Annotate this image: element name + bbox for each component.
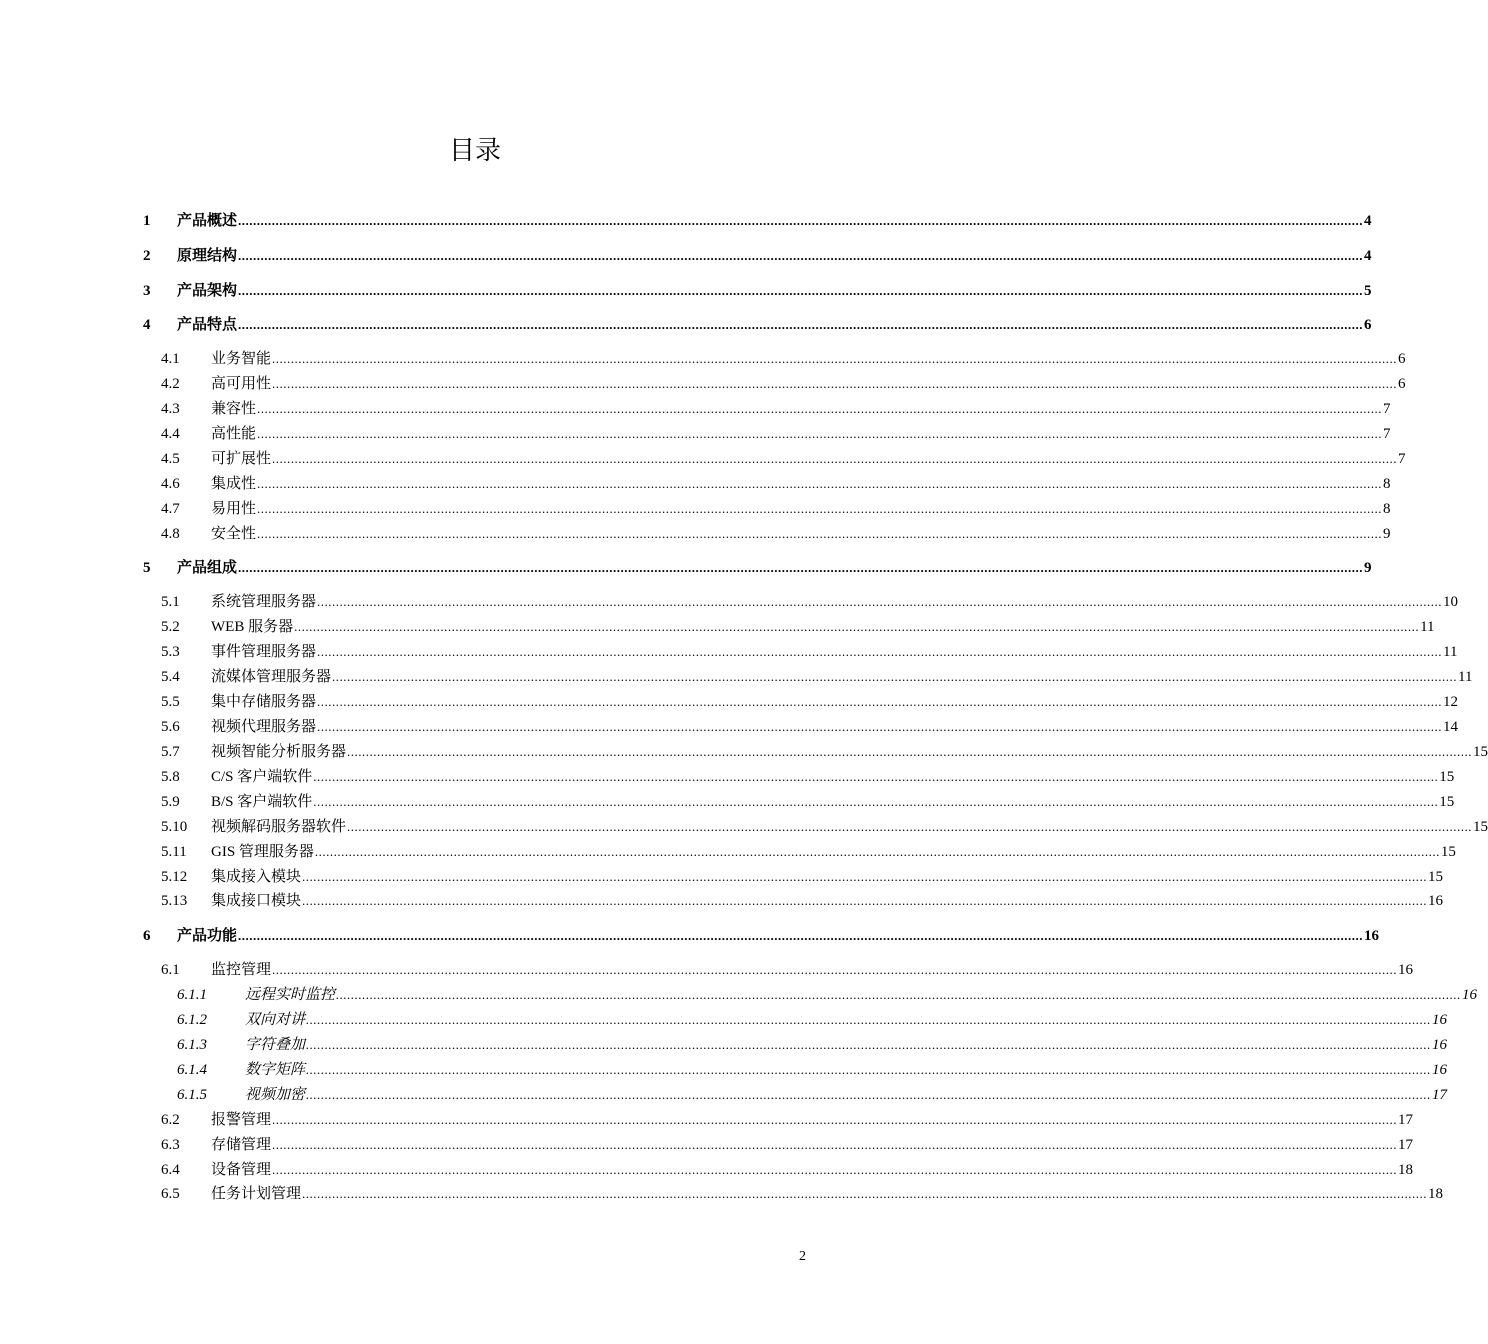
dot-leader: ............................................................................................................................................................................................................................................................................................................	[347, 744, 1473, 759]
toc-entry[interactable]	[0, 210, 1372, 232]
toc-entry[interactable]	[0, 1009, 1448, 1031]
toc-entry-title[interactable]: 集成性	[211, 476, 257, 492]
toc-entry-page: 6	[1398, 351, 1406, 367]
toc-entry[interactable]	[0, 766, 1455, 788]
dot-leader: ............................................................................................................................................................................................................................................................................................................	[272, 451, 1398, 466]
toc-entry-title[interactable]: 可扩展性	[211, 451, 272, 467]
toc-entry-number: 6.1.3	[177, 1037, 207, 1053]
toc-entry-page: 11	[1420, 619, 1435, 635]
toc-entry-page: 4	[1364, 213, 1372, 229]
toc-entry-number: 6.1	[161, 962, 180, 978]
toc-entry-title[interactable]: 集成接入模块	[211, 869, 302, 885]
dot-leader: ............................................................................................................................................................................................................................................................................................................	[272, 351, 1398, 366]
dot-leader: ............................................................................................................................................................................................................................................................................................................	[306, 1087, 1432, 1102]
toc-entry-number: 5.3	[161, 644, 180, 660]
toc-entry-page: 7	[1383, 401, 1391, 417]
toc-entry[interactable]	[0, 666, 1473, 688]
dot-leader: ............................................................................................................................................................................................................................................................................................................	[302, 1186, 1428, 1201]
toc-entry[interactable]	[0, 925, 1380, 947]
dot-leader: ............................................................................................................................................................................................................................................................................................................	[306, 1012, 1432, 1027]
toc-entry-title[interactable]: 集成接口模块	[211, 893, 302, 909]
toc-entry-title[interactable]: 事件管理服务器	[211, 644, 317, 660]
toc-entry-number: 4.5	[161, 451, 180, 467]
toc-entry-title[interactable]: 任务计划管理	[211, 1186, 302, 1202]
toc-entry[interactable]	[0, 890, 1444, 912]
toc-entry-page: 16	[1432, 1012, 1448, 1028]
dot-leader: ............................................................................................................................................................................................................................................................................................................	[257, 401, 1383, 416]
toc-entry-page: 16	[1428, 893, 1444, 909]
toc-entry-page: 9	[1364, 560, 1372, 576]
dot-leader: ............................................................................................................................................................................................................................................................................................................	[317, 594, 1443, 609]
toc-entry-page: 11	[1443, 644, 1458, 660]
toc-entry[interactable]	[0, 816, 1488, 838]
dot-leader: ............................................................................................................................................................................................................................................................................................................	[257, 426, 1383, 441]
toc-entry-title[interactable]: 业务智能	[211, 351, 272, 367]
toc-entry[interactable]	[0, 791, 1455, 813]
dot-leader: ............................................................................................................................................................................................................................................................................................................	[272, 962, 1398, 977]
toc-entry-title[interactable]: 视频代理服务器	[211, 719, 317, 735]
toc-entry[interactable]	[0, 591, 1459, 613]
toc-entry-page: 15	[1473, 819, 1488, 835]
toc-entry-page: 15	[1439, 794, 1455, 810]
toc-entry[interactable]	[0, 245, 1372, 267]
toc-entry[interactable]	[0, 616, 1435, 638]
toc-entry-title[interactable]: 远程实时监控	[245, 987, 336, 1003]
dot-leader: ............................................................................................................................................................................................................................................................................................................	[272, 1112, 1398, 1127]
toc-entry[interactable]	[0, 1134, 1414, 1156]
dot-leader: ............................................................................................................................................................................................................................................................................................................	[306, 1062, 1432, 1077]
toc-entry-title[interactable]: 产品架构	[177, 283, 238, 299]
toc-entry-page: 15	[1440, 844, 1456, 860]
toc-entry-number: 6.1.4	[177, 1062, 207, 1078]
toc-entry-page: 15	[1428, 869, 1444, 885]
toc-entry-title[interactable]: 系统管理服务器	[211, 594, 317, 610]
toc-entry[interactable]	[0, 841, 1456, 863]
toc-entry-number: 6.1.2	[177, 1012, 207, 1028]
toc-entry-number: 6.2	[161, 1112, 180, 1128]
toc-entry-page: 16	[1432, 1062, 1448, 1078]
toc-entry-title[interactable]: 数字矩阵	[245, 1062, 306, 1078]
dot-leader: ............................................................................................................................................................................................................................................................................................................	[314, 844, 1440, 859]
toc-entry-page: 17	[1432, 1087, 1448, 1103]
dot-leader: ............................................................................................................................................................................................................................................................................................................	[313, 794, 1439, 809]
toc-entry-number: 5.5	[161, 694, 180, 710]
toc-entry[interactable]	[0, 866, 1444, 888]
toc-entry-number: 5	[143, 560, 151, 576]
toc-entry-number: 6.5	[161, 1186, 180, 1202]
toc-entry-title[interactable]: 产品概述	[177, 213, 238, 229]
dot-leader: ............................................................................................................................................................................................................................................................................................................	[302, 869, 1428, 884]
dot-leader: ............................................................................................................................................................................................................................................................................................................	[317, 719, 1443, 734]
toc-entry-number: 2	[143, 248, 151, 264]
toc-entry[interactable]	[0, 498, 1391, 520]
toc-entry-page: 17	[1398, 1137, 1414, 1153]
toc-entry[interactable]	[0, 523, 1391, 545]
toc-entry[interactable]	[0, 959, 1414, 981]
toc-entry-title[interactable]: GIS 管理服务器	[211, 844, 314, 860]
toc-entry-title[interactable]: 产品组成	[177, 560, 238, 576]
toc-entry-page: 14	[1443, 719, 1459, 735]
toc-entry-page: 6	[1398, 376, 1406, 392]
dot-leader: ............................................................................................................................................................................................................................................................................................................	[317, 644, 1443, 659]
toc-entry-number: 1	[143, 213, 151, 229]
toc-entry-number: 5.7	[161, 744, 180, 760]
toc-entry-title[interactable]: 视频加密	[245, 1087, 306, 1103]
toc-entry-title[interactable]: 产品功能	[177, 928, 238, 944]
toc-entry-page: 11	[1458, 669, 1473, 685]
dot-leader: ............................................................................................................................................................................................................................................................................................................	[238, 283, 1364, 298]
toc-entry[interactable]	[0, 1059, 1448, 1081]
toc-entry-title[interactable]: 双向对讲	[245, 1012, 306, 1028]
toc-entry-title[interactable]: 高性能	[211, 426, 257, 442]
toc-entry-title[interactable]: 流媒体管理服务器	[211, 669, 332, 685]
toc-entry-title[interactable]: 产品特点	[177, 317, 238, 333]
toc-entry-number: 6.4	[161, 1162, 180, 1178]
toc-entry-number: 5.2	[161, 619, 180, 635]
toc-entry[interactable]	[0, 423, 1391, 445]
toc-entry-number: 5.12	[161, 869, 188, 885]
toc-entry-number: 5.1	[161, 594, 180, 610]
toc-entry-number: 5.4	[161, 669, 180, 685]
dot-leader: ............................................................................................................................................................................................................................................................................................................	[238, 248, 1364, 263]
toc-entry-page: 8	[1383, 501, 1391, 517]
dot-leader: ............................................................................................................................................................................................................................................................................................................	[332, 669, 1458, 684]
toc-entry-page: 6	[1364, 317, 1372, 333]
toc-entry-page: 7	[1383, 426, 1391, 442]
toc-entry-page: 18	[1428, 1186, 1444, 1202]
dot-leader: ............................................................................................................................................................................................................................................................................................................	[272, 376, 1398, 391]
dot-leader: ............................................................................................................................................................................................................................................................................................................	[306, 1037, 1432, 1052]
dot-leader: ............................................................................................................................................................................................................................................................................................................	[238, 560, 1364, 575]
toc-entry-title[interactable]: 原理结构	[177, 248, 238, 264]
toc-entry-title[interactable]: 存储管理	[211, 1137, 272, 1153]
toc-entry-title[interactable]: 报警管理	[211, 1112, 272, 1128]
toc-entry[interactable]	[0, 348, 1406, 370]
toc-entry-title[interactable]: 字符叠加	[245, 1037, 306, 1053]
toc-entry[interactable]	[0, 280, 1372, 302]
toc-entry[interactable]	[0, 716, 1459, 738]
toc-entry-title[interactable]: 安全性	[211, 526, 257, 542]
dot-leader: ............................................................................................................................................................................................................................................................................................................	[238, 213, 1364, 228]
dot-leader: ............................................................................................................................................................................................................................................................................................................	[317, 694, 1443, 709]
dot-leader: ............................................................................................................................................................................................................................................................................................................	[336, 987, 1462, 1002]
toc-entry-title[interactable]: B/S 客户端软件	[211, 794, 313, 810]
toc-entry-number: 5.13	[161, 893, 188, 909]
toc-entry-number: 4.8	[161, 526, 180, 542]
toc-entry-number: 5.9	[161, 794, 180, 810]
dot-leader: ............................................................................................................................................................................................................................................................................................................	[294, 619, 1420, 634]
toc-entry-number: 4.7	[161, 501, 180, 517]
toc-entry-page: 17	[1398, 1112, 1414, 1128]
toc-entry-page: 16	[1398, 962, 1414, 978]
toc-entry[interactable]	[0, 373, 1406, 395]
dot-leader: ............................................................................................................................................................................................................................................................................................................	[238, 317, 1364, 332]
toc-entry[interactable]	[0, 1084, 1448, 1106]
toc-entry[interactable]	[0, 691, 1459, 713]
toc-entry-title[interactable]: 兼容性	[211, 401, 257, 417]
page-number: 2	[799, 1249, 806, 1264]
toc-entry-page: 10	[1443, 594, 1459, 610]
toc-entry[interactable]	[0, 1109, 1414, 1131]
toc-entry-page: 9	[1383, 526, 1391, 542]
dot-leader: ............................................................................................................................................................................................................................................................................................................	[302, 893, 1428, 908]
dot-leader: ............................................................................................................................................................................................................................................................................................................	[313, 769, 1439, 784]
toc-entry[interactable]	[0, 557, 1372, 579]
toc-entry[interactable]	[0, 1034, 1448, 1056]
toc-entry-number: 5.8	[161, 769, 180, 785]
toc-entry-page: 16	[1432, 1037, 1448, 1053]
toc-entry-page: 16	[1364, 928, 1380, 944]
toc-entry[interactable]	[0, 741, 1488, 763]
toc-entry-number: 4.6	[161, 476, 180, 492]
toc-entry-number: 4	[143, 317, 151, 333]
toc-entry-number: 4.1	[161, 351, 180, 367]
toc-entry-page: 4	[1364, 248, 1372, 264]
toc-entry-number: 6.1.1	[177, 987, 207, 1003]
toc-entry-title[interactable]: 高可用性	[211, 376, 272, 392]
toc-entry[interactable]	[0, 398, 1391, 420]
toc-entry-number: 4.2	[161, 376, 180, 392]
dot-leader: ............................................................................................................................................................................................................................................................................................................	[272, 1137, 1398, 1152]
dot-leader: ............................................................................................................................................................................................................................................................................................................	[347, 819, 1473, 834]
toc-entry-number: 3	[143, 283, 151, 299]
toc-entry-title[interactable]: 易用性	[211, 501, 257, 517]
page-title: 目录	[448, 136, 501, 166]
toc-entry-number: 6.3	[161, 1137, 180, 1153]
toc-entry-number: 5.6	[161, 719, 180, 735]
toc-entry-number: 6	[143, 928, 151, 944]
toc-entry[interactable]	[0, 1159, 1414, 1181]
toc-entry-page: 15	[1473, 744, 1488, 760]
toc-entry-number: 4.4	[161, 426, 180, 442]
toc-entry-title[interactable]: WEB 服务器	[211, 619, 294, 635]
dot-leader: ............................................................................................................................................................................................................................................................................................................	[272, 1162, 1398, 1177]
toc-entry-page: 8	[1383, 476, 1391, 492]
dot-leader: ............................................................................................................................................................................................................................................................................................................	[257, 501, 1383, 516]
toc-entry-page: 7	[1398, 451, 1406, 467]
toc-entry[interactable]	[0, 448, 1406, 470]
dot-leader: ............................................................................................................................................................................................................................................................................................................	[257, 476, 1383, 491]
toc-entry-title[interactable]: 集中存储服务器	[211, 694, 317, 710]
toc-entry[interactable]	[0, 314, 1372, 336]
toc-entry-number: 5.10	[161, 819, 188, 835]
toc-entry-page: 15	[1439, 769, 1455, 785]
dot-leader: ............................................................................................................................................................................................................................................................................................................	[238, 928, 1364, 943]
toc-entry-number: 4.3	[161, 401, 180, 417]
toc-entry-title[interactable]: 监控管理	[211, 962, 272, 978]
toc-entry-title[interactable]: 设备管理	[211, 1162, 272, 1178]
toc-entry[interactable]	[0, 473, 1391, 495]
toc-entry-page: 12	[1443, 694, 1459, 710]
toc-entry-title[interactable]: 视频智能分析服务器	[211, 744, 347, 760]
toc-entry-title[interactable]: C/S 客户端软件	[211, 769, 313, 785]
toc-entry-title[interactable]: 视频解码服务器软件	[211, 819, 347, 835]
toc-entry[interactable]	[0, 641, 1458, 663]
toc-entry-number: 6.1.5	[177, 1087, 207, 1103]
toc-entry-page: 5	[1364, 283, 1372, 299]
dot-leader: ............................................................................................................................................................................................................................................................................................................	[257, 526, 1383, 541]
toc-entry-number: 5.11	[161, 844, 187, 860]
toc-entry[interactable]	[0, 984, 1478, 1006]
toc-entry-page: 16	[1462, 987, 1478, 1003]
toc-entry-page: 18	[1398, 1162, 1414, 1178]
toc-entry[interactable]	[0, 1183, 1444, 1205]
